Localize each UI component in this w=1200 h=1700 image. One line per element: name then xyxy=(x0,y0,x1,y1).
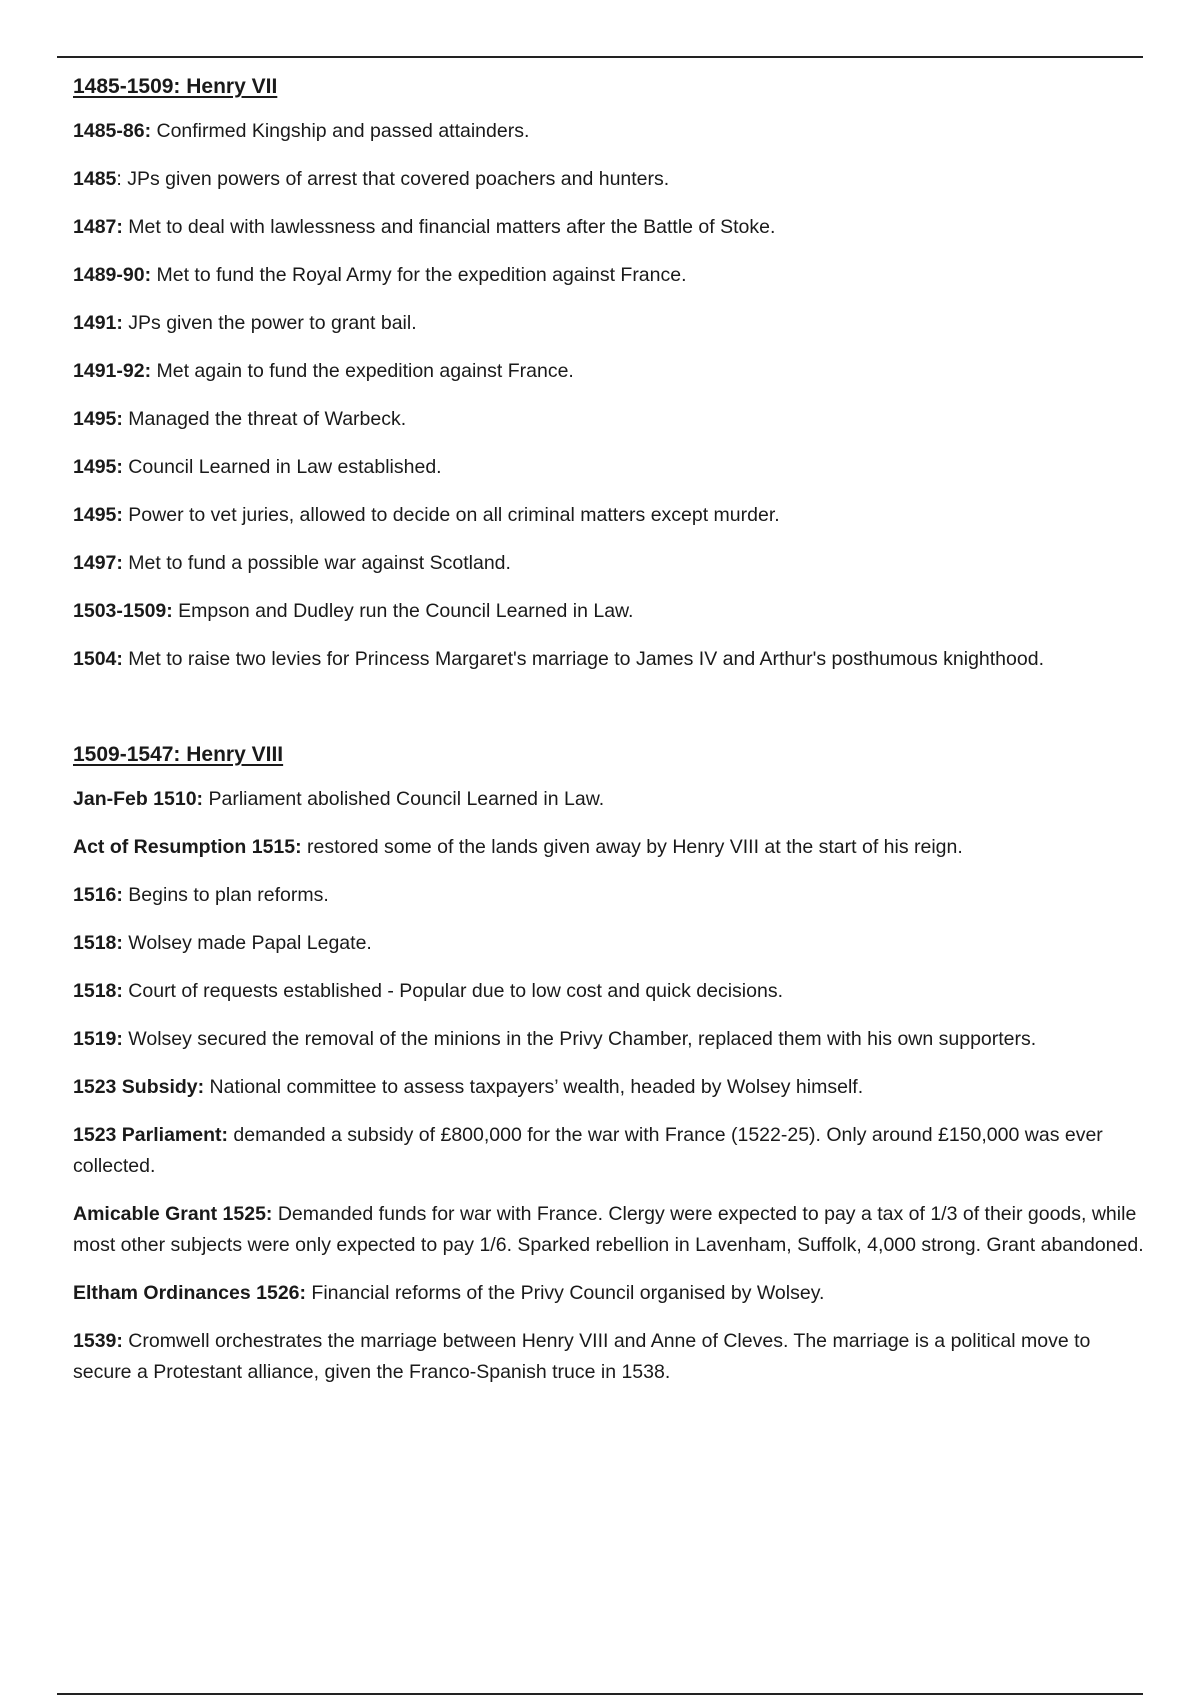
timeline-entry xyxy=(73,832,1153,863)
bottom-rule xyxy=(57,1693,1143,1695)
entry-date: 1487: xyxy=(73,216,123,238)
timeline-entry xyxy=(73,1120,1153,1182)
entry-text: Wolsey secured the removal of the minions in the Privy Chamber, replaced them with his own supporters. xyxy=(122,1028,1037,1050)
entry-date: Act of Resumption 1515: xyxy=(73,836,302,858)
entry-date: 1491-92: xyxy=(73,360,152,382)
timeline-entry xyxy=(73,1072,1153,1103)
entry-text: Power to vet juries, allowed to decide on all criminal matters except murder. xyxy=(122,504,780,526)
entry-date: Jan-Feb 1510: xyxy=(73,788,204,810)
entry-text: Empson and Dudley run the Council Learned in Law. xyxy=(172,600,634,622)
entry-text: Met to fund a possible war against Scotland. xyxy=(122,552,511,574)
section-heading: 1509-1547: Henry VIII xyxy=(73,743,284,766)
timeline-entry xyxy=(73,784,1153,815)
entry-date: 1491: xyxy=(73,312,123,334)
entry-date: 1519: xyxy=(73,1028,123,1050)
entry-text: : JPs given powers of arrest that covered poachers and hunters. xyxy=(116,168,670,190)
entry-text: Met to fund the Royal Army for the expedition against France. xyxy=(151,264,687,286)
entry-date: Amicable Grant 1525: xyxy=(73,1203,273,1225)
entry-date: 1485 xyxy=(73,168,117,190)
entry-date: 1518: xyxy=(73,980,123,1002)
timeline-entry xyxy=(73,644,1153,675)
timeline-entry xyxy=(73,596,1153,627)
timeline-entry xyxy=(73,356,1153,387)
timeline-entry xyxy=(73,164,1153,195)
section-heading: 1485-1509: Henry VII xyxy=(73,75,278,98)
entry-date: Eltham Ordinances 1526: xyxy=(73,1282,307,1304)
entry-date: 1489-90: xyxy=(73,264,152,286)
entry-text: Financial reforms of the Privy Council organised by Wolsey. xyxy=(306,1282,825,1304)
section-spacer xyxy=(73,692,1153,740)
entry-text: demanded a subsidy of £800,000 for the war with France (1522-25). Only around £150,000 was ever collected. xyxy=(73,1124,1103,1177)
timeline-entry xyxy=(73,212,1153,243)
entry-text: Council Learned in Law established. xyxy=(122,456,442,478)
entry-date: 1516: xyxy=(73,884,123,906)
section-henry-viii xyxy=(73,740,1153,1388)
entry-date: 1495: xyxy=(73,504,123,526)
timeline-entry xyxy=(73,1326,1153,1388)
entry-date: 1495: xyxy=(73,408,123,430)
entry-date: 1485-86: xyxy=(73,120,152,142)
timeline-entry xyxy=(73,880,1153,911)
entry-text: Wolsey made Papal Legate. xyxy=(122,932,372,954)
entry-text: Parliament abolished Council Learned in Law. xyxy=(203,788,605,810)
entry-text: JPs given the power to grant bail. xyxy=(122,312,417,334)
timeline-entry xyxy=(73,452,1153,483)
entry-text: Met to raise two levies for Princess Margaret's marriage to James IV and Arthur's posthumous knighthood. xyxy=(122,648,1044,670)
timeline-entry xyxy=(73,260,1153,291)
entry-text: Begins to plan reforms. xyxy=(122,884,329,906)
entry-date: 1497: xyxy=(73,552,123,574)
timeline-entry xyxy=(73,116,1153,147)
entry-date: 1523 Subsidy: xyxy=(73,1076,205,1098)
timeline-entry xyxy=(73,1278,1153,1309)
entry-date: 1523 Parliament: xyxy=(73,1124,229,1146)
entry-text: Confirmed Kingship and passed attainders. xyxy=(151,120,530,142)
timeline-entry xyxy=(73,976,1153,1007)
document-body xyxy=(73,72,1153,1405)
top-rule xyxy=(57,56,1143,58)
entry-date: 1504: xyxy=(73,648,123,670)
timeline-entry xyxy=(73,500,1153,531)
entry-date: 1503-1509: xyxy=(73,600,173,622)
section-henry-vii xyxy=(73,72,1153,675)
entry-text: Met again to fund the expedition against France. xyxy=(151,360,574,382)
entry-date: 1495: xyxy=(73,456,123,478)
timeline-entry xyxy=(73,308,1153,339)
entry-date: 1518: xyxy=(73,932,123,954)
entry-text: Met to deal with lawlessness and financial matters after the Battle of Stoke. xyxy=(122,216,776,238)
entry-text: Managed the threat of Warbeck. xyxy=(122,408,407,430)
entry-text: restored some of the lands given away by Henry VIII at the start of his reign. xyxy=(301,836,963,858)
entry-text: Cromwell orchestrates the marriage between Henry VIII and Anne of Cleves. The marriage is a political move to secure a Protestant alliance, given the Franco-Spanish truce in 1538. xyxy=(73,1330,1091,1383)
timeline-entry xyxy=(73,1024,1153,1055)
entry-text: Court of requests established - Popular due to low cost and quick decisions. xyxy=(122,980,783,1002)
entry-text: National committee to assess taxpayers’ wealth, headed by Wolsey himself. xyxy=(204,1076,864,1098)
entry-text: Demanded funds for war with France. Clergy were expected to pay a tax of 1/3 of their goods, while most other subjects were only expected to pay 1/6. Sparked rebellion in Lavenham, Suffolk, 4,000 strong. Grant abandoned. xyxy=(73,1203,1144,1256)
entry-date: 1539: xyxy=(73,1330,123,1352)
timeline-entry xyxy=(73,928,1153,959)
timeline-entry xyxy=(73,404,1153,435)
timeline-entry xyxy=(73,548,1153,579)
timeline-entry xyxy=(73,1199,1153,1261)
